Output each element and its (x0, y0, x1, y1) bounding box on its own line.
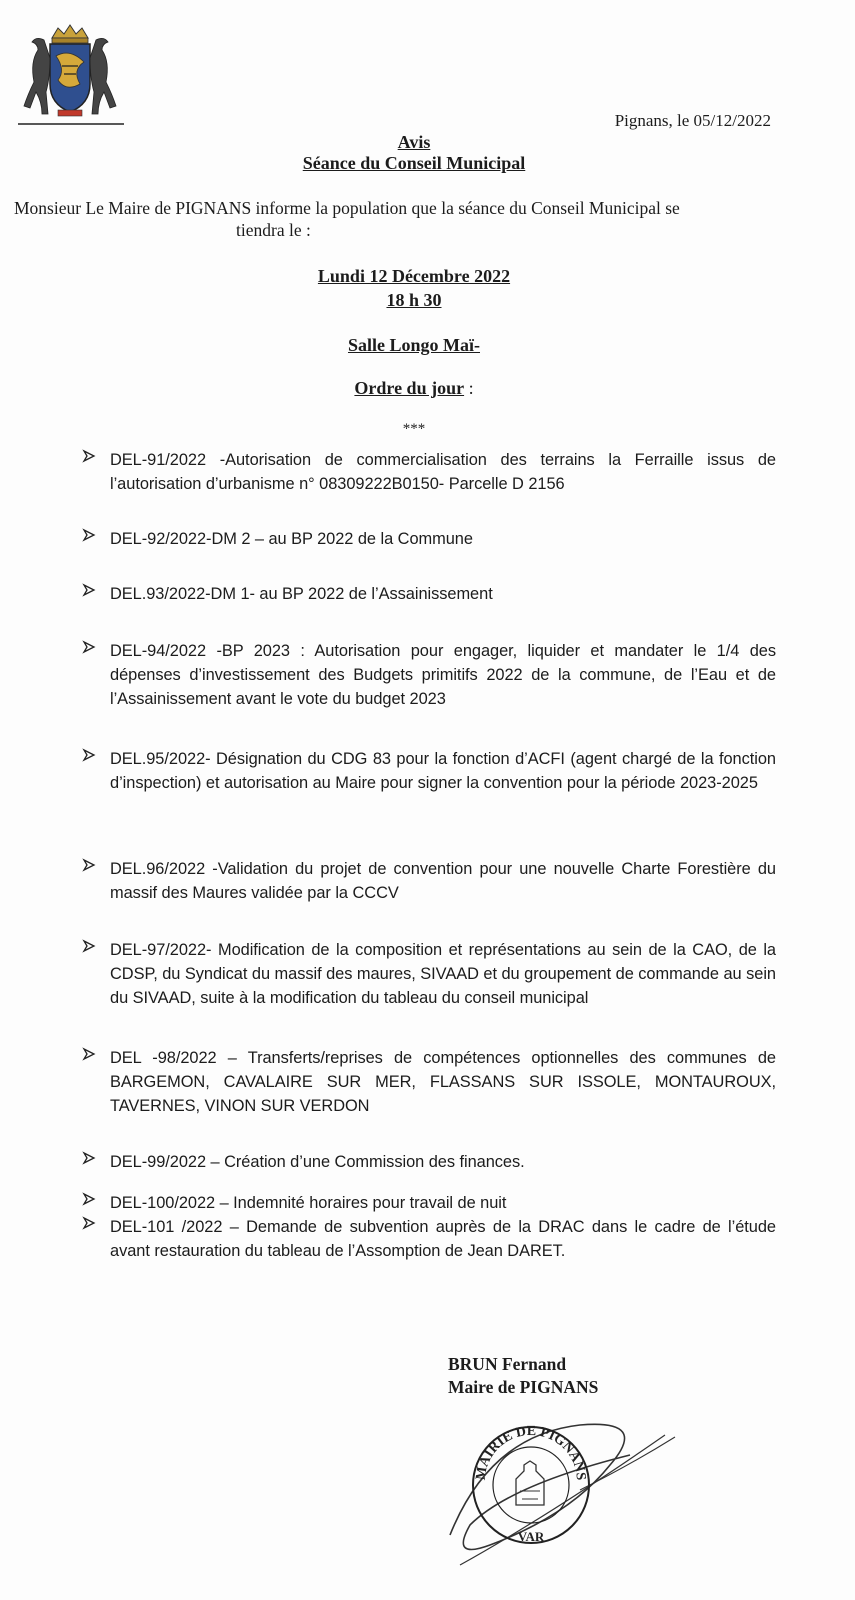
document-date: Pignans, le 05/12/2022 (614, 111, 771, 130)
agenda-item-text: DEL-94/2022 -BP 2023 : Autorisation pour engager, liquider et mandater le 1/4 des dépenses d’investissement des Budgets primitifs 2022 de la commune, de l’Eau et de l’Assainissement avant le vote du budget 2023 (110, 642, 776, 708)
intro-line-2: tiendra le : (236, 220, 311, 240)
agenda-item-text: DEL -98/2022 – Transferts/reprises de compétences optionnelles des communes de BARGEMON, CAVALAIRE SUR MER, FLASSANS SUR ISSOLE, MONTAUROUX, TAVERNES, VINON SUR VERDON (110, 1049, 776, 1115)
meeting-time: 18 h 30 (386, 290, 442, 310)
agenda-item-text: DEL-101 /2022 – Demande de subvention auprès de la DRAC dans le cadre de l’étude avant restauration du tableau de l’Assomption de Jean DARET. (110, 1218, 776, 1260)
arrow-bullet-icon (82, 528, 96, 542)
intro-line-1: Monsieur Le Maire de PIGNANS informe la population que la séance du Conseil Municipal se (14, 198, 680, 218)
agenda-item-text: DEL-100/2022 – Indemnité horaires pour travail de nuit (110, 1194, 507, 1212)
town-hall-stamp-icon (430, 1395, 680, 1575)
agenda-separator: *** (402, 421, 426, 437)
arrow-bullet-icon (82, 1047, 96, 1061)
arrow-bullet-icon (82, 939, 96, 953)
arrow-bullet-icon (82, 640, 96, 654)
intro-paragraph (14, 197, 804, 241)
agenda-item-text: DEL.95/2022- Désignation du CDG 83 pour la fonction d’ACFI (agent chargé de la fonction d’inspection) et autorisation au Maire pour signer la convention pour la période 2023-2025 (110, 750, 776, 792)
arrow-bullet-icon (82, 748, 96, 762)
meeting-room: Salle Longo Maï- (347, 335, 480, 355)
agenda-item-text: DEL-97/2022- Modification de la composition et représentations au sein de la CAO, de la CDSP, du Syndicat du massif des maures, SIVAAD et du groupement de commande au sein du SIVAAD, suite à la modification du tableau du conseil municipal (110, 941, 776, 1007)
stamp-text-top: MAIRIE DE PIGNANS (473, 1423, 589, 1482)
coat-of-arms-logo (14, 22, 126, 128)
arrow-bullet-icon (82, 583, 96, 597)
agenda-heading-colon: : (464, 378, 474, 398)
arrow-bullet-icon (82, 1192, 96, 1206)
agenda-item-text: DEL-99/2022 – Création d’une Commission des finances. (110, 1153, 525, 1171)
signer-name: BRUN Fernand (448, 1354, 567, 1374)
agenda-item-text: DEL-92/2022-DM 2 – au BP 2022 de la Commune (110, 530, 473, 548)
document-title: Avis (397, 132, 431, 152)
arrow-bullet-icon (82, 1216, 96, 1230)
agenda-item-text: DEL-91/2022 -Autorisation de commercialisation des terrains la Ferraille issus de l’autorisation d’urbanisme n° 08309222B0150- Parcelle D 2156 (110, 451, 776, 493)
arrow-bullet-icon (82, 858, 96, 872)
signer-role: Maire de PIGNANS (448, 1377, 599, 1397)
agenda-heading-text: Ordre du jour (354, 378, 465, 398)
agenda-item-text: DEL.96/2022 -Validation du projet de convention pour une nouvelle Charte Forestière du massif des Maures validée par la CCCV (110, 860, 776, 902)
agenda-item-text: DEL.93/2022-DM 1- au BP 2022 de l’Assainissement (110, 585, 493, 603)
arrow-bullet-icon (82, 449, 96, 463)
meeting-date: Lundi 12 Décembre 2022 (317, 266, 511, 286)
agenda-heading (0, 378, 828, 399)
stamp-text-bottom: VAR (517, 1529, 545, 1544)
document-subtitle: Séance du Conseil Municipal (302, 153, 526, 173)
arrow-bullet-icon (82, 1151, 96, 1165)
